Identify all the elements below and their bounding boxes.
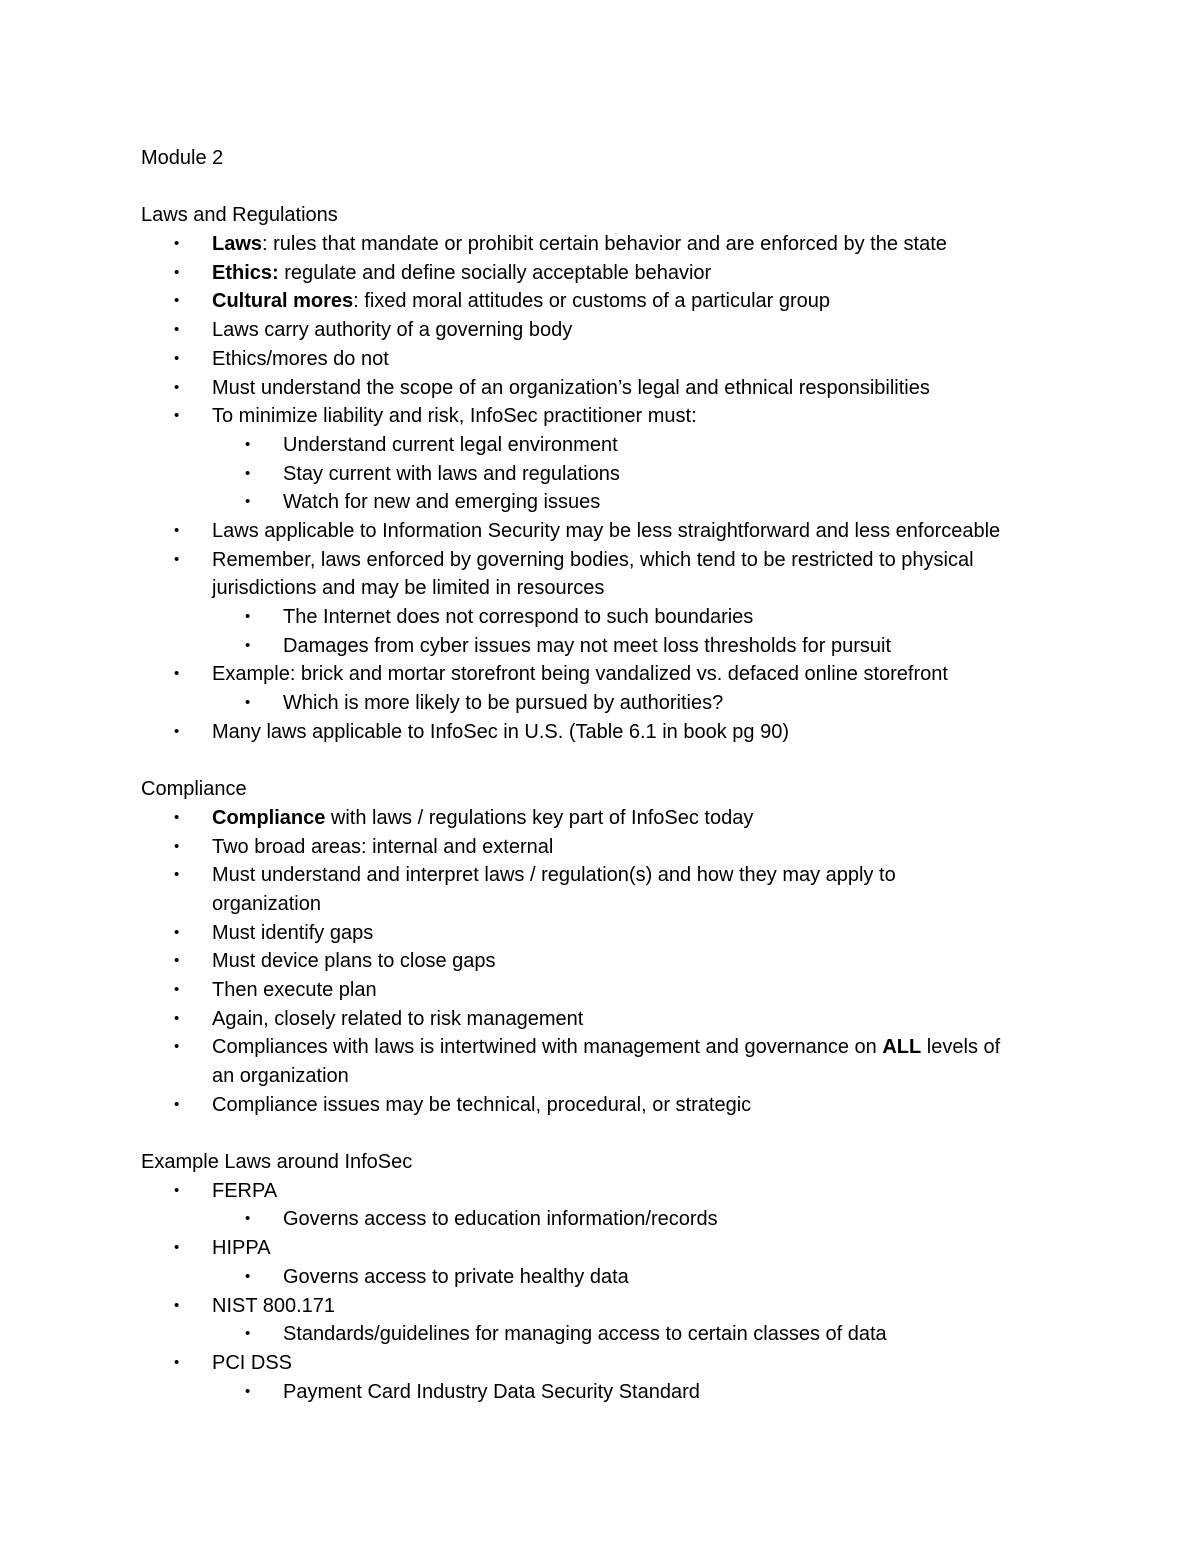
bullet-icon: •	[245, 1210, 251, 1228]
item-text: levels of	[921, 1036, 1001, 1059]
item-text: Watch for new and emerging issues	[283, 491, 601, 514]
bullet-icon: •	[245, 1325, 251, 1343]
list-item	[141, 1091, 1200, 1120]
list-item	[141, 259, 1200, 288]
section-heading-laws: Laws and Regulations	[141, 204, 338, 227]
item-text: Ethics/mores do not	[212, 347, 389, 370]
bullet-icon: •	[174, 521, 180, 539]
list-item	[141, 861, 1200, 890]
list-item	[141, 804, 1200, 833]
law-name: PCI DSS	[212, 1351, 293, 1374]
bullet-icon: •	[174, 1296, 180, 1314]
bullet-icon: •	[245, 694, 251, 712]
bullet-icon: •	[174, 1009, 180, 1027]
term: Compliance	[212, 806, 326, 829]
item-text: Laws carry authority of a governing body	[212, 319, 573, 342]
definition: : rules that mandate or prohibit certain behavior and are enforced by the state	[262, 233, 947, 256]
spacer	[141, 1119, 1200, 1148]
list-item	[141, 517, 1200, 546]
list-item	[141, 316, 1200, 345]
list-item	[141, 1005, 1200, 1034]
sub-list-item	[141, 1378, 1200, 1407]
list-item-continuation: jurisdictions and may be limited in resources	[212, 577, 605, 600]
item-text: Must device plans to close gaps	[212, 950, 496, 973]
law-description: Standards/guidelines for managing access to certain classes of data	[283, 1323, 887, 1346]
bullet-icon: •	[245, 636, 251, 654]
term: Cultural mores	[212, 290, 354, 313]
law-description: Governs access to private healthy data	[283, 1265, 629, 1288]
sub-list-item	[141, 1205, 1200, 1234]
item-text: Again, closely related to risk management	[212, 1007, 584, 1030]
item-text: Laws applicable to Information Security may be less straightforward and less enforceable	[212, 519, 1001, 542]
section-heading-examples: Example Laws around InfoSec	[141, 1151, 413, 1174]
list-item-continuation: organization	[212, 892, 321, 915]
bullet-icon: •	[174, 550, 180, 568]
term: Ethics:	[212, 261, 279, 284]
list-item	[141, 1292, 1200, 1321]
bullet-icon: •	[174, 378, 180, 396]
bullet-icon: •	[174, 952, 180, 970]
list-item	[141, 345, 1200, 374]
bullet-icon: •	[174, 866, 180, 884]
sub-list-item	[141, 488, 1200, 517]
bullet-icon: •	[174, 665, 180, 683]
list-item	[141, 1033, 1200, 1062]
spacer	[141, 173, 1200, 202]
list-item	[141, 947, 1200, 976]
law-description: Payment Card Industry Data Security Standard	[283, 1380, 700, 1403]
list-item	[141, 230, 1200, 259]
bullet-icon: •	[174, 292, 180, 310]
law-name: HIPPA	[212, 1237, 271, 1260]
sub-list-item	[141, 689, 1200, 718]
list-item	[141, 546, 1200, 575]
bullet-icon: •	[174, 722, 180, 740]
bullet-icon: •	[245, 1382, 251, 1400]
bullet-icon: •	[174, 349, 180, 367]
item-text: Must understand and interpret laws / regulation(s) and how they may apply to	[212, 864, 896, 887]
bullet-icon: •	[174, 407, 180, 425]
list-item	[141, 1177, 1200, 1206]
item-text: with laws / regulations key part of InfoSec today	[325, 806, 754, 829]
law-name: NIST 800.171	[212, 1294, 336, 1317]
list-item	[141, 287, 1200, 316]
item-text: Damages from cyber issues may not meet loss thresholds for pursuit	[283, 634, 892, 657]
bullet-icon: •	[245, 464, 251, 482]
item-text: Must identify gaps	[212, 921, 374, 944]
item-text: Must understand the scope of an organization’s legal and ethnical responsibilities	[212, 376, 930, 399]
bullet-icon: •	[174, 837, 180, 855]
item-text: Which is more likely to be pursued by authorities?	[283, 692, 724, 715]
bullet-icon: •	[245, 493, 251, 511]
list-item	[141, 718, 1200, 747]
list-item	[141, 976, 1200, 1005]
term: Laws	[212, 233, 263, 256]
item-text: Many laws applicable to InfoSec in U.S. (Table 6.1 in book pg 90)	[212, 720, 789, 743]
sub-list-item	[141, 1263, 1200, 1292]
list-item	[141, 919, 1200, 948]
bullet-icon: •	[174, 1095, 180, 1113]
item-text: Then execute plan	[212, 978, 377, 1001]
emphasis: ALL	[882, 1036, 922, 1059]
list-item-continuation: an organization	[212, 1065, 349, 1087]
item-text: Compliance issues may be technical, procedural, or strategic	[212, 1093, 752, 1116]
bullet-icon: •	[174, 1239, 180, 1257]
section-heading-compliance: Compliance	[141, 778, 247, 801]
page-title: Module 2	[141, 147, 224, 169]
bullet-icon: •	[174, 235, 180, 253]
item-text: Understand current legal environment	[283, 433, 618, 456]
sub-list-item	[141, 632, 1200, 661]
bullet-icon: •	[245, 435, 251, 453]
sub-list-item	[141, 1320, 1200, 1349]
definition: : fixed moral attitudes or customs of a particular group	[353, 290, 831, 313]
bullet-icon: •	[174, 263, 180, 281]
bullet-icon: •	[245, 608, 251, 625]
law-name: FERPA	[212, 1179, 278, 1202]
list-item	[141, 833, 1200, 862]
sub-list-item	[141, 603, 1200, 632]
list-item	[141, 660, 1200, 689]
law-description: Governs access to education information/records	[283, 1208, 718, 1231]
list-item	[141, 1234, 1200, 1263]
item-text: To minimize liability and risk, InfoSec practitioner must:	[212, 405, 697, 428]
list-item	[141, 1349, 1200, 1378]
sub-list-item	[141, 431, 1200, 460]
bullet-icon: •	[174, 321, 180, 339]
sub-list-item	[141, 460, 1200, 489]
bullet-icon: •	[174, 923, 180, 941]
bullet-icon: •	[174, 1038, 180, 1056]
bullet-icon: •	[174, 980, 180, 998]
bullet-icon: •	[174, 808, 180, 826]
item-text: Remember, laws enforced by governing bodies, which tend to be restricted to physical	[212, 548, 974, 571]
bullet-icon: •	[174, 1353, 180, 1371]
item-text: Compliances with laws is intertwined with management and governance on	[212, 1036, 883, 1059]
definition: regulate and define socially acceptable behavior	[278, 261, 712, 284]
bullet-icon: •	[245, 1267, 251, 1285]
list-item	[141, 374, 1200, 403]
list-item	[141, 402, 1200, 431]
item-text: The Internet does not correspond to such boundaries	[283, 606, 754, 628]
spacer	[141, 746, 1200, 775]
item-text: Two broad areas: internal and external	[212, 835, 554, 858]
item-text: Stay current with laws and regulations	[283, 462, 620, 485]
bullet-icon: •	[174, 1181, 180, 1199]
item-text: Example: brick and mortar storefront being vandalized vs. defaced online storefront	[212, 663, 948, 686]
